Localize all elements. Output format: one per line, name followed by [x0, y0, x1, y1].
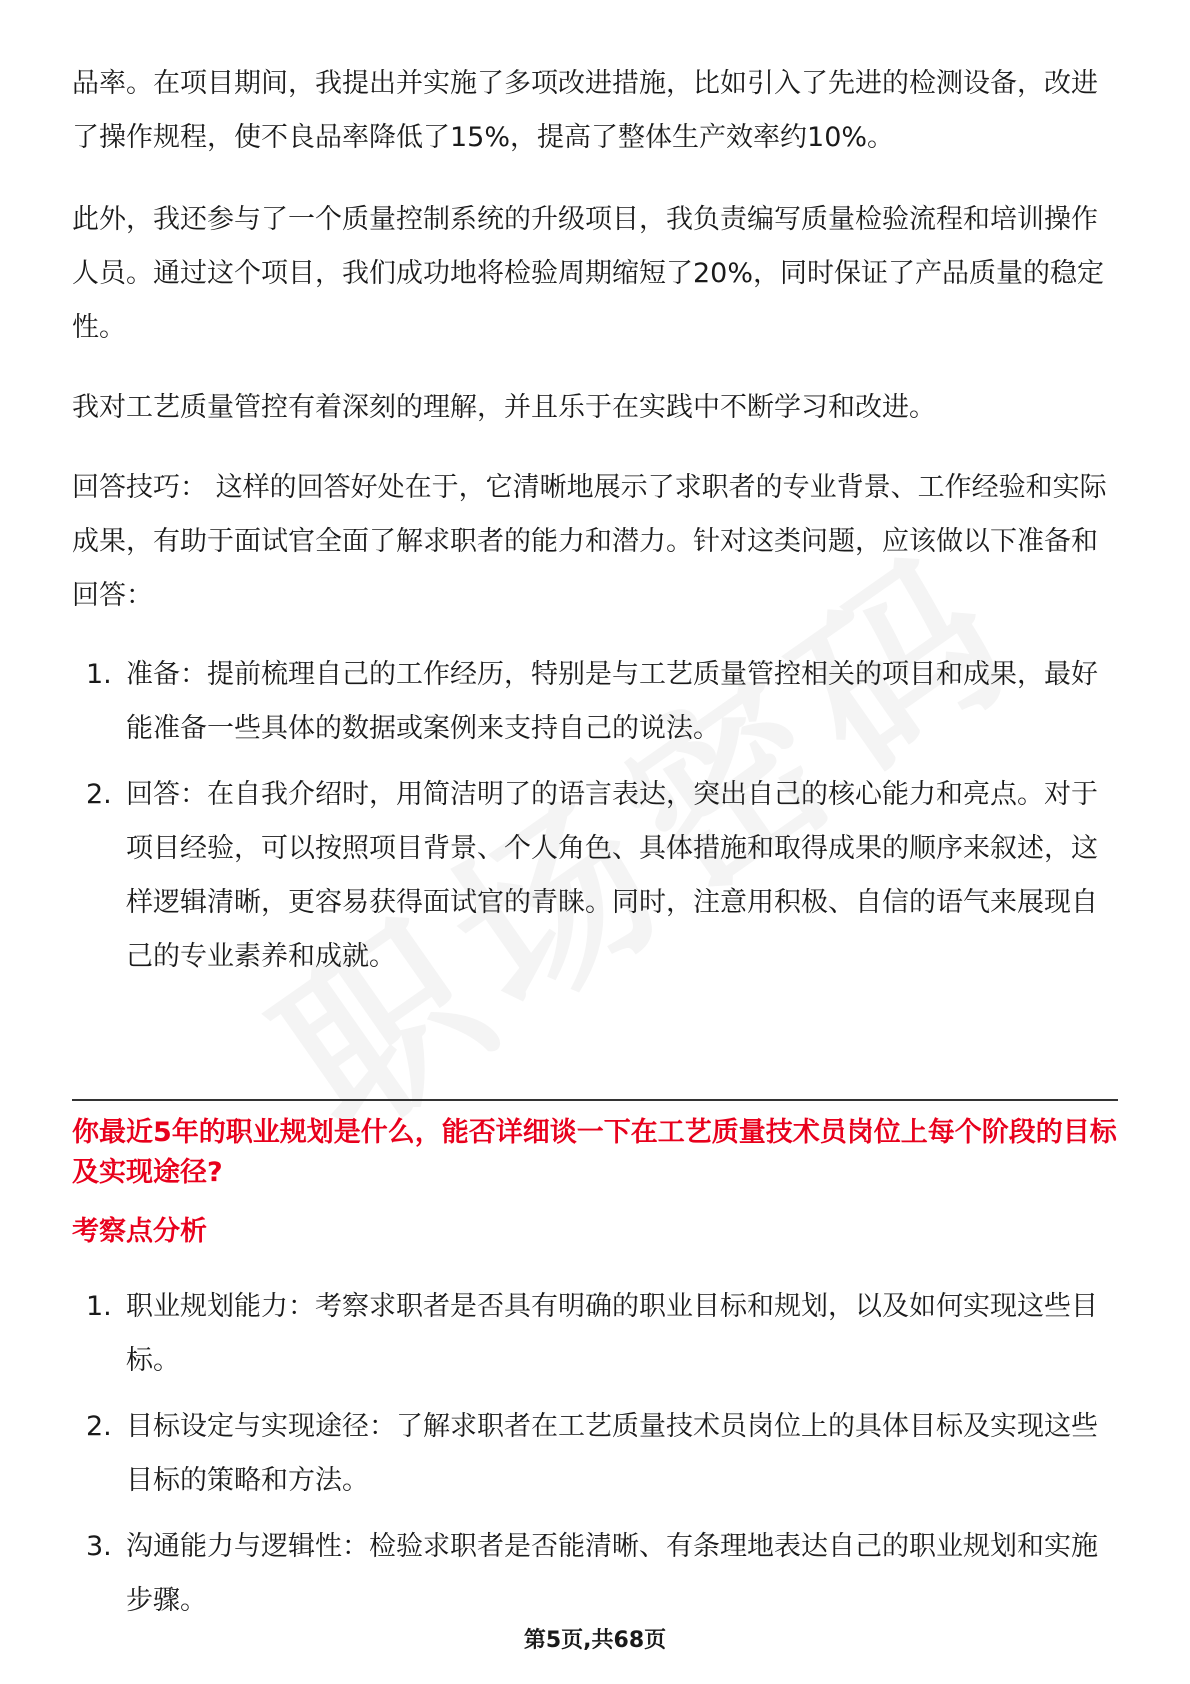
- tips-list: [72, 648, 1120, 984]
- list-item: [72, 1400, 1120, 1508]
- list-number: 3.: [86, 1531, 112, 1562]
- paragraph-understanding: 我对工艺质量管控有着深刻的理解，并且乐于在实践中不断学习和改进。: [72, 392, 936, 423]
- paragraph-answer-tips: 回答技巧： 这样的回答好处在于，它清晰地展示了求职者的专业背景、工作经验和实际成果，有助于面试官全面了解求职者的能力和潜力。针对这类问题，应该做以下准备和回答：: [72, 472, 1107, 611]
- list-number: 1.: [86, 659, 112, 690]
- list-number: 1.: [86, 1291, 112, 1322]
- section-divider: [72, 1099, 1118, 1101]
- list-number: 2.: [86, 1411, 112, 1442]
- interview-question: 你最近5年的职业规划是什么，能否详细谈一下在工艺质量技术员岗位上每个阶段的目标及实现途径?: [72, 1117, 1117, 1188]
- list-item: [72, 1520, 1120, 1628]
- analysis-heading: 考察点分析: [72, 1216, 207, 1247]
- list-text: 职业规划能力：考察求职者是否具有明确的职业目标和规划，以及如何实现这些目标。: [126, 1291, 1098, 1376]
- list-item: [72, 768, 1120, 984]
- list-text: 回答：在自我介绍时，用简洁明了的语言表达，突出自己的核心能力和亮点。对于项目经验，可以按照项目背景、个人角色、具体措施和取得成果的顺序来叙述，这样逻辑清晰，更容易获得面试官的青睐。同时，注意用积极、自信的语气来展现自己的专业素养和成就。: [126, 779, 1098, 972]
- list-number: 2.: [86, 779, 112, 810]
- paragraph-results: 品率。在项目期间，我提出并实施了多项改进措施，比如引入了先进的检测设备，改进了操作规程，使不良品率降低了15%，提高了整体生产效率约10%。: [72, 68, 1098, 153]
- analysis-list: [72, 1280, 1120, 1628]
- list-text: 准备：提前梳理自己的工作经历，特别是与工艺质量管控相关的项目和成果，最好能准备一些具体的数据或案例来支持自己的说法。: [126, 659, 1098, 744]
- list-text: 沟通能力与逻辑性：检验求职者是否能清晰、有条理地表达自己的职业规划和实施步骤。: [126, 1531, 1098, 1616]
- page-number: 第5页,共68页: [523, 1628, 667, 1653]
- list-text: 目标设定与实现途径：了解求职者在工艺质量技术员岗位上的具体目标及实现这些目标的策略和方法。: [126, 1411, 1098, 1496]
- list-item: [72, 1280, 1120, 1388]
- list-item: [72, 648, 1120, 756]
- paragraph-qc-project: 此外，我还参与了一个质量控制系统的升级项目，我负责编写质量检验流程和培训操作人员。通过这个项目，我们成功地将检验周期缩短了20%，同时保证了产品质量的稳定性。: [72, 204, 1105, 343]
